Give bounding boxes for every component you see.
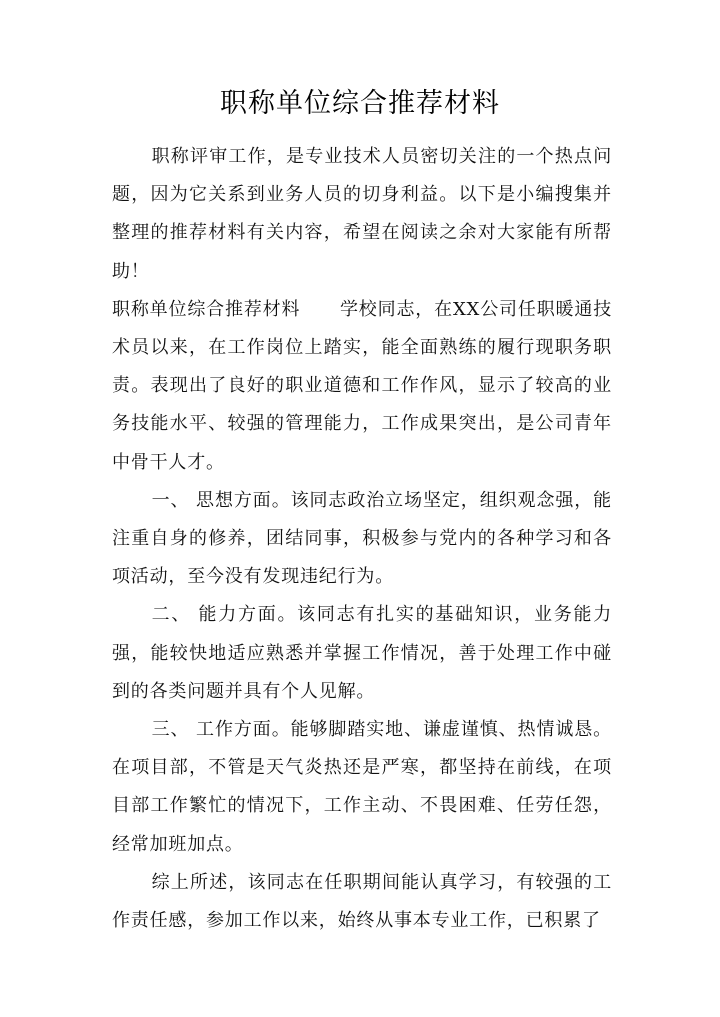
document-body (112, 138, 612, 940)
point-2-paragraph: 二、 能力方面。该同志有扎实的基础知识，业务能力强，能较快地适应熟悉并掌握工作情况，善于处理工作中碰到的各类问题并具有个人见解。 (112, 604, 612, 702)
point-3-paragraph: 三、 工作方面。能够脚踏实地、谦虚谨慎、热情诚恳。在项目部，不管是天气炎热还是严寒，都坚持在前线，在项目部工作繁忙的情况下，工作主动、不畏困难、任劳任怨，经常加班加点。 (112, 719, 612, 855)
point-1-paragraph: 一、 思想方面。该同志政治立场坚定，组织观念强，能注重自身的修养，团结同事，积极参与党内的各种学习和各项活动，至今没有发现违纪行为。 (112, 489, 612, 588)
section-opening-text: 学校同志，在XX公司任职暖通技术员以来，在工作岗位上踏实，能全面熟练的履行现职务职责。表现出了良好的职业道德和工作作风，显示了较高的业务技能水平、较强的管理能力，工作成果突出，是公司青年中骨干人才。 (112, 298, 612, 473)
section-paragraph (112, 291, 612, 482)
section-heading: 职称单位综合推荐材料 (112, 298, 301, 320)
intro-paragraph: 职称评审工作，是专业技术人员密切关注的一个热点问题，因为它关系到业务人员的切身利益。以下是小编搜集并整理的推荐材料有关内容，希望在阅读之余对大家能有所帮助！ (112, 146, 612, 282)
conclusion-paragraph: 综上所述，该同志在任职期间能认真学习，有较强的工作责任感，参加工作以来，始终从事本专业工作，已积累了 (112, 871, 612, 932)
document-title: 职称单位综合推荐材料 (220, 88, 500, 119)
